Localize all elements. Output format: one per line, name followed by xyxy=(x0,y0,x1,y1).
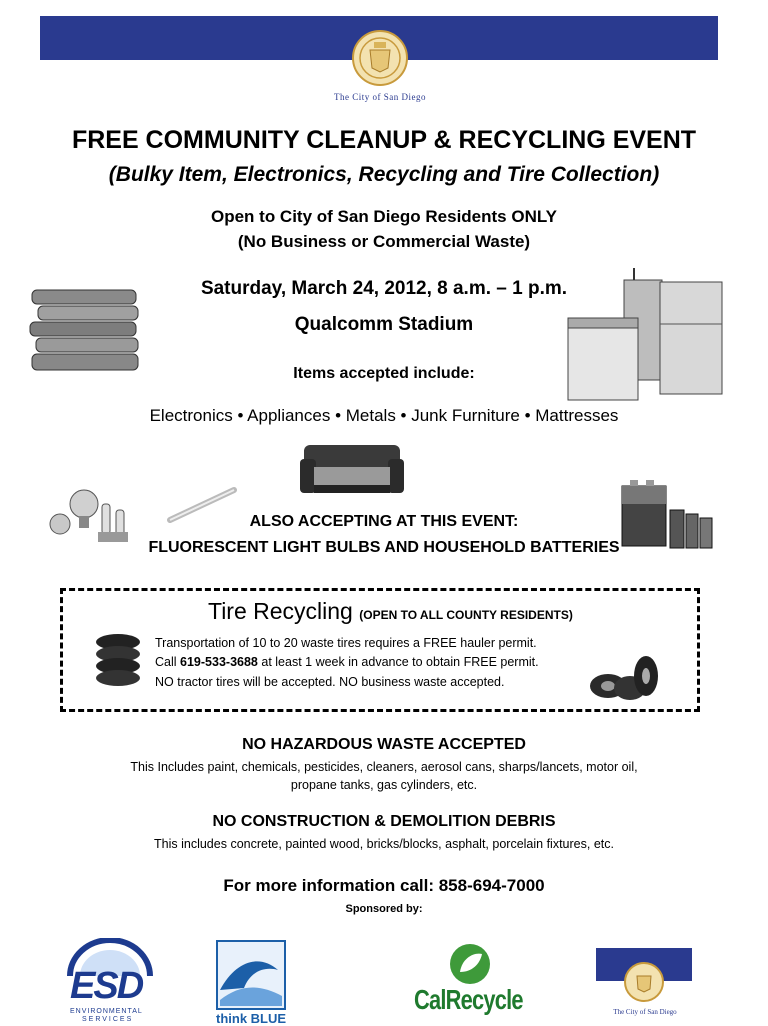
event-venue: Qualcomm Stadium xyxy=(294,314,474,335)
tire-permit-line: Transportation of 10 to 20 waste tires requires a FREE hauler permit. xyxy=(155,636,537,650)
think-blue-wave-icon xyxy=(216,940,286,1010)
tire-phone: 619-533-3688 xyxy=(180,655,258,669)
construction-heading: NO CONSTRUCTION & DEMOLITION DEBRIS xyxy=(212,813,556,830)
calrecycle-logo-text: CalRecycle xyxy=(414,984,523,1015)
city-seal-icon xyxy=(352,30,408,86)
also-accepting-items: FLUORESCENT LIGHT BULBS AND HOUSEHOLD BATTERIES xyxy=(148,539,620,556)
sofa-icon xyxy=(300,437,404,497)
items-heading: Items accepted include: xyxy=(293,365,475,382)
page-title: FREE COMMUNITY CLEANUP & RECYCLING EVENT xyxy=(71,126,697,154)
tire-restriction-line: NO tractor tires will be accepted. NO business waste accepted. xyxy=(155,675,505,689)
hazardous-detail-2: propane tanks, gas cylinders, etc. xyxy=(290,778,478,792)
tire-title-note: (OPEN TO ALL COUNTY RESIDENTS) xyxy=(359,608,573,622)
also-accepting-heading: ALSO ACCEPTING AT THIS EVENT: xyxy=(249,513,519,530)
city-name-small: The City of San Diego xyxy=(613,1008,677,1016)
calrecycle-leaf-icon xyxy=(448,942,492,986)
items-list: Electronics • Appliances • Metals • Junk Furniture • Mattresses xyxy=(149,406,619,425)
esd-logo-sub2: SERVICES xyxy=(82,1016,134,1023)
city-seal-small-icon xyxy=(624,962,664,1002)
city-name: The City of San Diego xyxy=(334,92,426,102)
tire-title-text: Tire Recycling xyxy=(208,598,353,624)
hazardous-heading: NO HAZARDOUS WASTE ACCEPTED xyxy=(242,736,526,753)
eligibility-note: (No Business or Commercial Waste) xyxy=(237,232,531,251)
tire-call-line xyxy=(155,655,539,669)
esd-logo-sub1: ENVIRONMENTAL xyxy=(70,1008,143,1015)
event-date: Saturday, March 24, 2012, 8 a.m. – 1 p.m. xyxy=(200,278,568,299)
esd-logo-text: ESD xyxy=(70,965,143,1007)
sponsors-heading: Sponsored by: xyxy=(345,903,423,915)
think-blue-logo-text: think BLUE xyxy=(216,1011,287,1026)
tire-stack-icon xyxy=(94,632,142,690)
tires-icon xyxy=(588,654,662,704)
info-phone: For more information call: 858-694-7000 xyxy=(223,876,545,895)
batteries-icon xyxy=(620,480,718,550)
eligibility-line: Open to City of San Diego Residents ONLY xyxy=(210,207,558,226)
tire-call-pre: Call xyxy=(155,655,177,669)
construction-detail: This includes concrete, painted wood, bricks/blocks, asphalt, porcelain fixtures, etc. xyxy=(154,837,614,851)
tire-recycling-title xyxy=(208,598,573,625)
tire-call-post: at least 1 week in advance to obtain FREE permit. xyxy=(261,655,539,669)
page-subtitle: (Bulky Item, Electronics, Recycling and Tire Collection) xyxy=(108,163,660,186)
hazardous-detail-1: This Includes paint, chemicals, pesticides, cleaners, aerosol cans, sharps/lancets, motor oil, xyxy=(130,760,638,774)
appliances-icon xyxy=(564,268,726,404)
